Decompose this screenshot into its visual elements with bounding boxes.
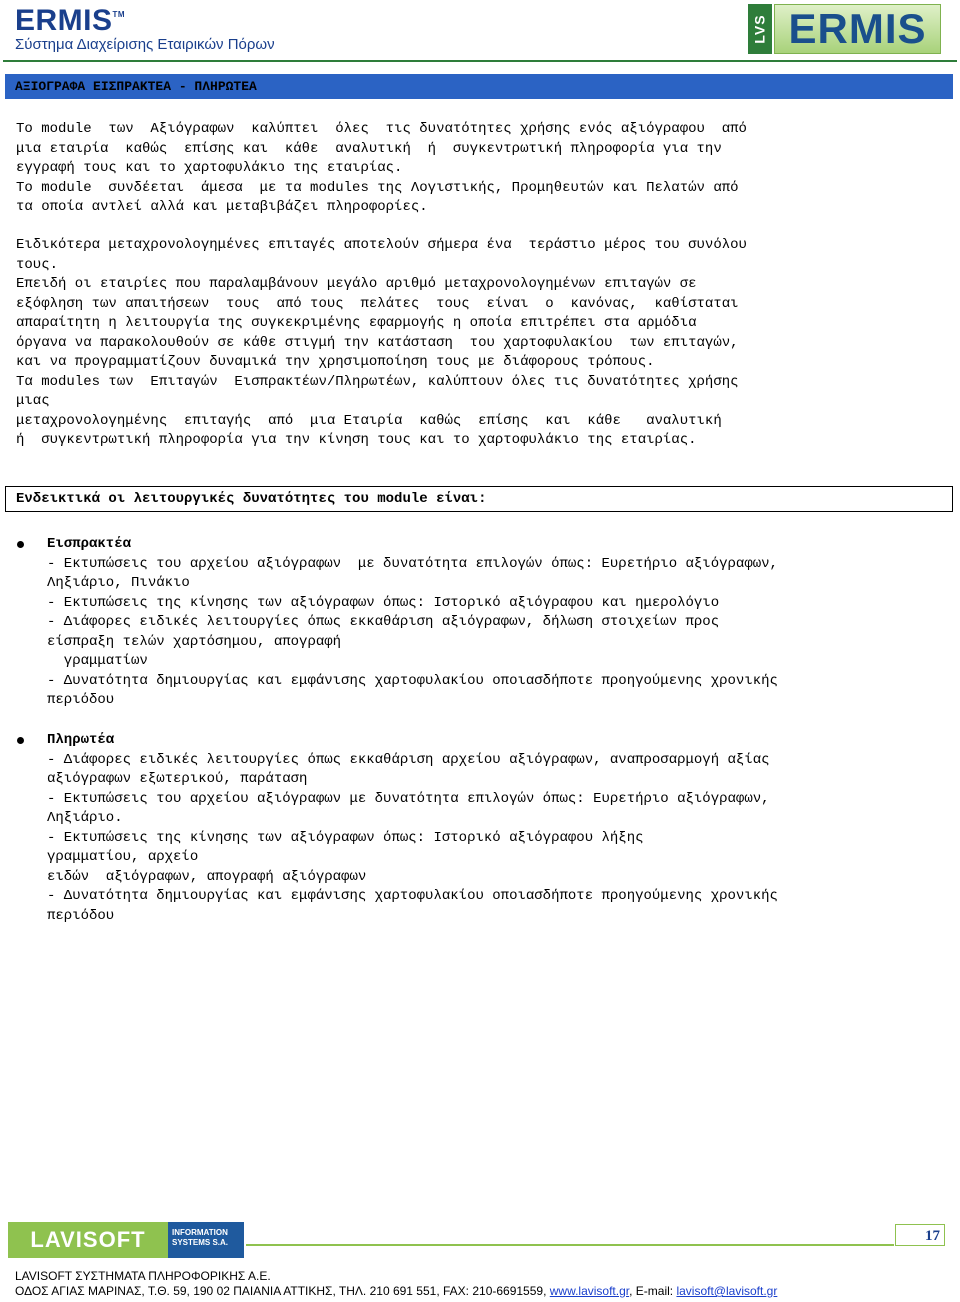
lavisoft-logo-text: LAVISOFT bbox=[30, 1227, 146, 1252]
text-line: - Διάφορες ειδικές λειτουργίες όπως εκκαθάριση αρχείου αξιόγραφων, αναπροσαρμογή αξίας bbox=[47, 751, 770, 768]
text-line: - Εκτυπώσεις του αρχείου αξιόγραφων με δυνατότητα επιλογών όπως: Ευρετήριο αξιόγραφων, bbox=[47, 790, 770, 807]
email-link[interactable]: lavisoft@lavisoft.gr bbox=[676, 1284, 778, 1298]
text-line: εγγραφή τους και το χαρτοφυλάκιο της εταιρίας. bbox=[16, 160, 403, 176]
lavisoft-logo bbox=[8, 1222, 244, 1258]
footer-address: ΟΔΟΣ ΑΓΙΑΣ ΜΑΡΙΝΑΣ, Τ.Θ. 59, 190 02 ΠΑΙΑΝΙΑ ΑΤΤΙΚΗΣ, ΤΗΛ. 210 691 551, FAX: 210-6691559, bbox=[15, 1284, 550, 1298]
header-divider bbox=[3, 60, 957, 62]
text-line: περιόδου bbox=[47, 907, 115, 924]
text-line: Ειδικότερα μεταχρονολογημένες επιταγές αποτελούν σήμερα ένα τεράστιο μέρος του συνόλου bbox=[16, 237, 747, 253]
text-line: Επειδή οι εταιρίες που παραλαμβάνουν μεγάλο αριθμό μεταχρονολογημένων επιταγών σε bbox=[16, 276, 697, 292]
text-line: τους. bbox=[16, 256, 59, 273]
text-line: είσπραξη τελών χαρτόσημου, απογραφή bbox=[47, 633, 342, 650]
footer-divider bbox=[246, 1244, 894, 1246]
text-line: γραμματίων bbox=[47, 653, 148, 669]
text-line: Ληξιάριο, Πινάκιο bbox=[47, 575, 190, 591]
lvs-logo-side: LVS bbox=[748, 4, 772, 54]
footer-address-line bbox=[15, 1284, 777, 1298]
text-line: ή συγκεντρωτική πληροφορία για την κίνηση τους και το χαρτοφυλάκιο της εταιρίας. bbox=[16, 432, 697, 448]
paragraph-postdated bbox=[16, 236, 946, 275]
text-line: αξιόγραφων εξωτερικού, παράταση bbox=[47, 771, 308, 787]
group-title: Πληρωτέα bbox=[47, 732, 115, 748]
text-line: Τα modules των Επιταγών Εισπρακτέων/Πληρωτέων, καλύπτουν όλες τις δυνατότητες χρήσης bbox=[16, 373, 739, 390]
text-line: - Εκτυπώσεις της κίνησης των αξιόγραφων όπως: Ιστορικό αξιόγραφου λήξης bbox=[47, 829, 644, 846]
document-title: ERMIS™ bbox=[15, 4, 126, 37]
trademark-mark: TM bbox=[112, 10, 126, 19]
text-line: περιόδου bbox=[47, 692, 115, 708]
paragraph-details bbox=[16, 275, 946, 451]
text-line: - Δυνατότητα δημιουργίας και εμφάνισης χαρτοφυλακίου οποιασδήποτε προηγούμενης χρονικής bbox=[47, 888, 778, 904]
bullet-icon bbox=[17, 541, 24, 548]
text-line: όργανα να παρακολουθούν σε κάθε στιγμή την κατάσταση του χαρτοφυλακίου των επιταγών, bbox=[16, 334, 739, 351]
text-line: μιας bbox=[16, 393, 50, 409]
bullet-icon bbox=[17, 737, 24, 744]
text-line: - Δυνατότητα δημιουργίας και εμφάνισης χαρτοφυλακίου οποιασδήποτε προηγούμενης χρονικής bbox=[47, 672, 778, 689]
section-title: ΑΞΙΟΓΡΑΦΑ ΕΙΣΠΡΑΚΤΕΑ - ΠΛΗΡΩΤΕΑ bbox=[5, 74, 953, 99]
document-subtitle: Σύστημα Διαχείρισης Εταιρικών Πόρων bbox=[15, 36, 275, 53]
text-line: γραμματίου, αρχείο bbox=[47, 849, 199, 865]
footer-company: LAVISOFT ΣΥΣΤΗΜΑΤΑ ΠΛΗΡΟΦΟΡΙΚΗΣ Α.Ε. bbox=[15, 1269, 271, 1283]
text-line: μια εταιρία καθώς επίσης και κάθε αναλυτική ή συγκεντρωτική πληροφορία για την bbox=[16, 140, 722, 157]
text-line: τα οποία αντλεί αλλά και μεταβιβάζει πληροφορίες. bbox=[16, 199, 428, 215]
page-number: 17 bbox=[895, 1224, 945, 1246]
text-line: Το module συνδέεται άμεσα με τα modules της Λογιστικής, Προμηθευτών και Πελατών από bbox=[16, 179, 739, 196]
group-lines bbox=[47, 555, 778, 711]
text-line: ειδών αξιόγραφων, απογραφή αξιόγραφων bbox=[47, 868, 367, 885]
text-line: - Εκτυπώσεις της κίνησης των αξιόγραφων όπως: Ιστορικό αξιόγραφου και ημερολόγιο bbox=[47, 594, 720, 611]
text-line: μεταχρονολογημένης επιταγής από μια Εταιρία καθώς επίσης και κάθε αναλυτική bbox=[16, 412, 722, 429]
text-line: - Εκτυπώσεις του αρχείου αξιόγραφων με δυνατότητα επιλογών όπως: Ευρετήριο αξιόγραφων, bbox=[47, 555, 778, 572]
ermis-logo-text: ERMIS bbox=[774, 4, 941, 54]
lavisoft-logo-sub: INFORMATION SYSTEMS S.A. bbox=[168, 1222, 244, 1258]
text-line: απαραίτητη η λειτουργία της συγκεκριμένης εφαρμογής η οποία επιτρέπει στα αρμόδια bbox=[16, 315, 697, 331]
group-title: Εισπρακτέα bbox=[47, 536, 132, 552]
text-line: εξόφληση των απαιτήσεων τους από τους πελάτες τους είναι ο κανόνας, καθίσταται bbox=[16, 295, 739, 312]
email-label: , E-mail: bbox=[629, 1284, 677, 1298]
text-line: Ληξιάριο. bbox=[47, 810, 123, 826]
paragraph-intro bbox=[16, 120, 946, 218]
text-line: και να προγραμματίζουν δυναμικά την χρησιμοποίηση τους με διάφορους τρόπους. bbox=[16, 354, 655, 370]
text-line: - Διάφορες ειδικές λειτουργίες όπως εκκαθάριση αξιόγραφων, δήλωση στοιχείων προς bbox=[47, 614, 720, 630]
website-link[interactable]: www.lavisoft.gr bbox=[549, 1284, 630, 1298]
functions-heading: Ενδεικτικά οι λειτουργικές δυνατότητες του module είναι: bbox=[5, 486, 953, 512]
group-lines bbox=[47, 751, 778, 927]
ermis-logo bbox=[748, 4, 941, 54]
text-line: Το module των Αξιόγραφων καλύπτει όλες τις δυνατότητες χρήσης ενός αξιόγραφου από bbox=[16, 121, 747, 137]
